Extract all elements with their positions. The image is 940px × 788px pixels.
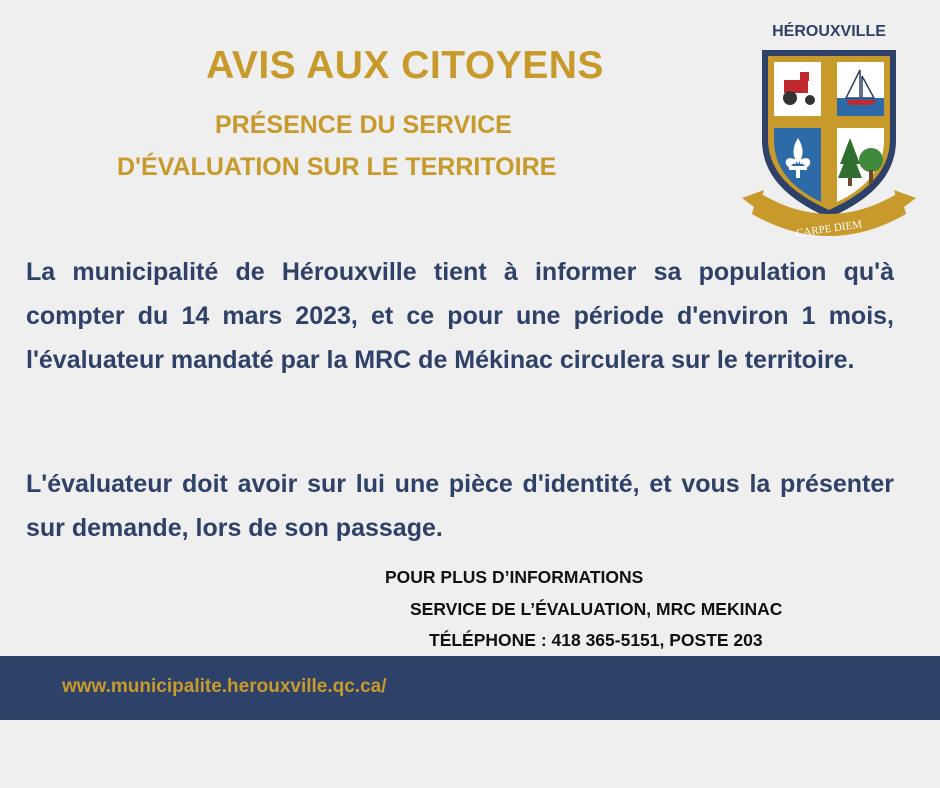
crest-name: HÉROUXVILLE bbox=[772, 23, 886, 40]
contact-phone: TÉLÉPHONE : 418 365-5151, POSTE 203 bbox=[429, 630, 763, 650]
contact-service: SERVICE DE L’ÉVALUATION, MRC MEKINAC bbox=[410, 599, 783, 619]
footer-website-link[interactable]: www.municipalite.herouxville.qc.ca/ bbox=[62, 676, 387, 697]
herouxville-crest-logo bbox=[738, 14, 920, 244]
footer-bar bbox=[0, 656, 940, 720]
notice-paragraph-1: La municipalité de Hérouxville tient à informer sa population qu'à compter du 14 mars 2023, et ce pour une période d'environ 1 mois, l'évaluateur mandaté par la MRC de Mékinac circulera sur le territoire. bbox=[26, 258, 894, 374]
notice-subtitle-line1: PRÉSENCE DU SERVICE bbox=[215, 111, 512, 139]
contact-heading: POUR PLUS D’INFORMATIONS bbox=[385, 567, 644, 587]
notice-subtitle-line2: D'ÉVALUATION SUR LE TERRITOIRE bbox=[117, 153, 557, 181]
crest-motto: CARPE DIEM bbox=[795, 218, 863, 240]
notice-paragraph-2: L'évaluateur doit avoir sur lui une pièce d'identité, et vous la présenter sur demande, lors de son passage. bbox=[26, 470, 894, 542]
notice-title: AVIS AUX CITOYENS bbox=[206, 44, 604, 87]
